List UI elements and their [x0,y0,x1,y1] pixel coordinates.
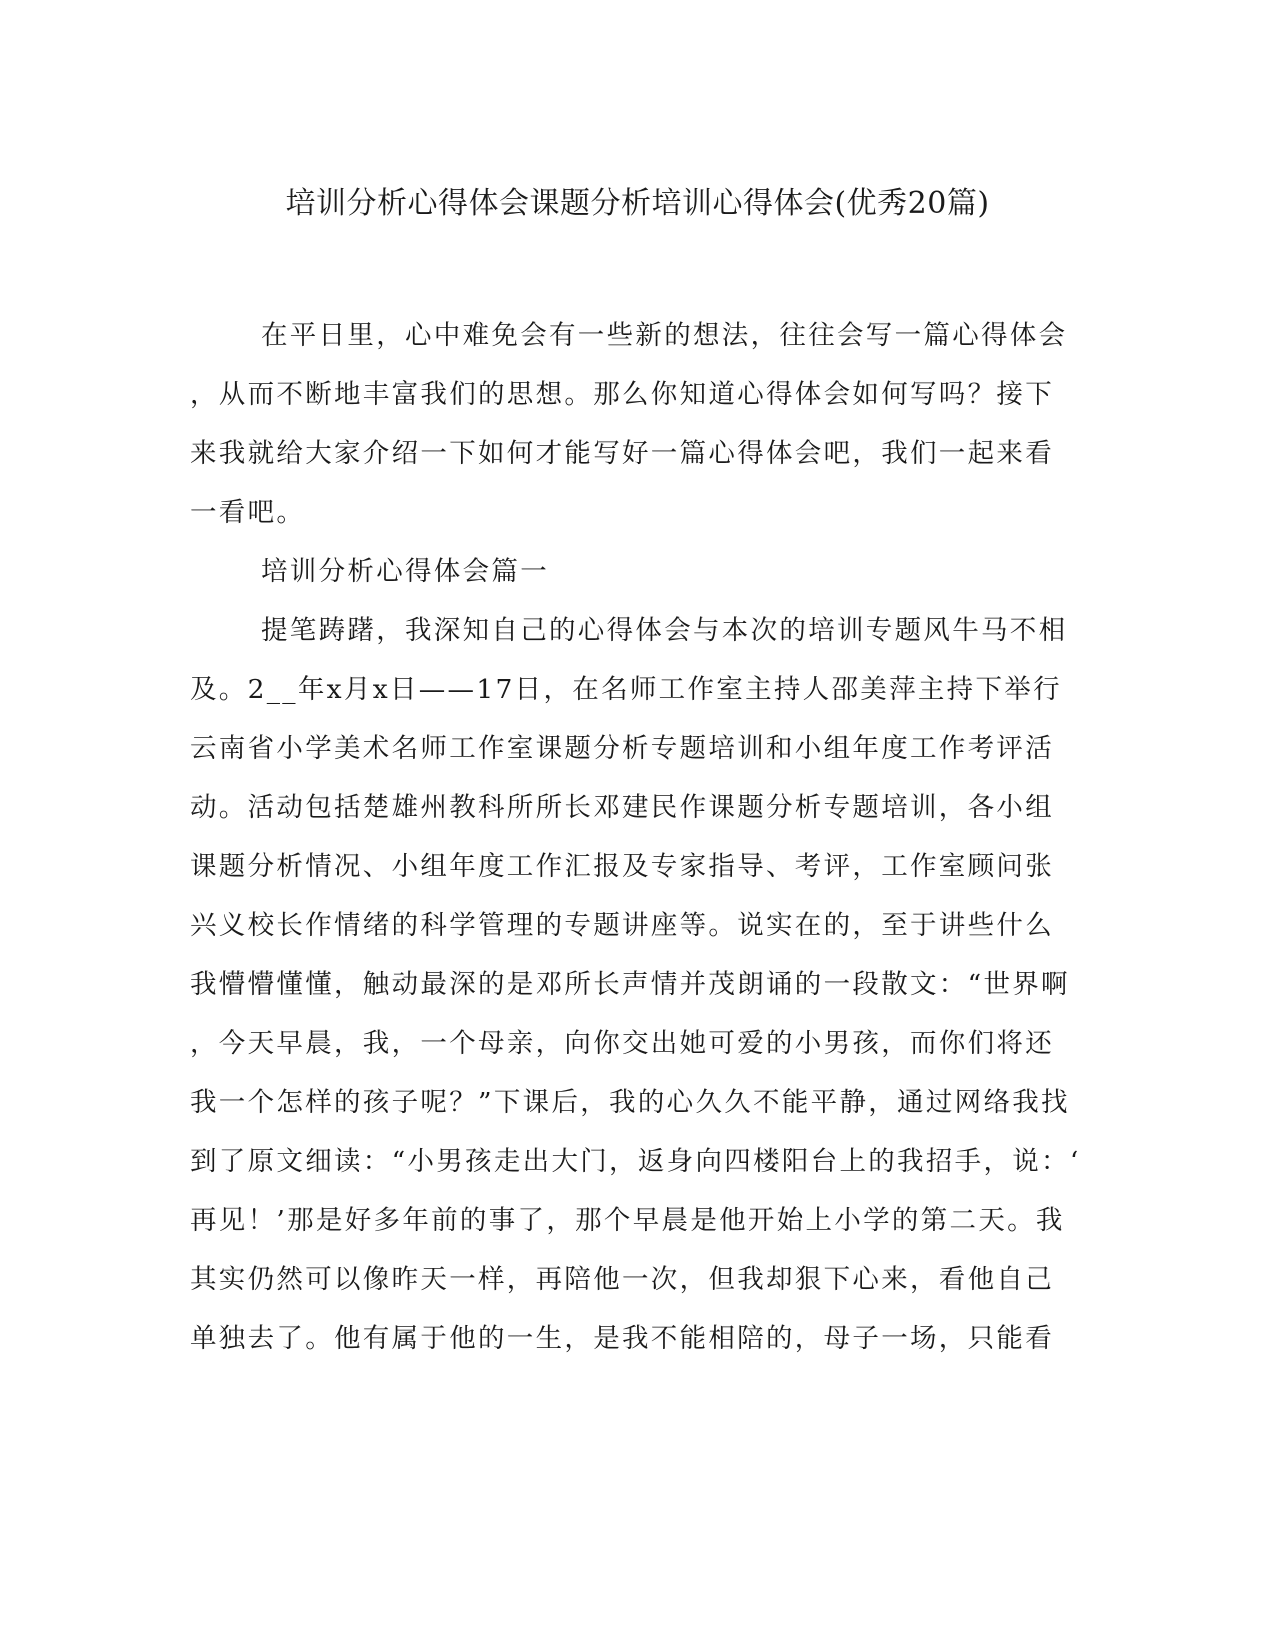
body-paragraph-line: 我懵懵懂懂，触动最深的是邓所长声情并茂朗诵的一段散文：“世界啊 [190,969,1070,1000]
intro-paragraph-line: 一看吧。 [190,497,306,528]
body-paragraph-line: ，今天早晨，我，一个母亲，向你交出她可爱的小男孩，而你们将还 [190,1028,1054,1059]
document-title: 培训分析心得体会课题分析培训心得体会(优秀20篇) [285,186,990,221]
section-heading: 培训分析心得体会篇一 [261,556,549,587]
body-paragraph-line: 到了原文细读：“小男孩走出大门，返身向四楼阳台上的我招手，说：‘ [190,1146,1081,1177]
body-paragraph-line: 其实仍然可以像昨天一样，再陪他一次，但我却狠下心来，看他自己 [190,1264,1054,1295]
body-paragraph-line: 我一个怎样的孩子呢？”下课后，我的心久久不能平静，通过网络我找 [190,1087,1070,1118]
body-paragraph-line: 及。2__年x月x日——17日，在名师工作室主持人邵美萍主持下举行 [190,674,1062,705]
body-paragraph-line: 动。活动包括楚雄州教科所所长邓建民作课题分析专题培训，各小组 [190,792,1054,823]
intro-paragraph-line: 在平日里，心中难免会有一些新的想法，往往会写一篇心得体会 [261,320,1068,351]
body-paragraph-line: 课题分析情况、小组年度工作汇报及专家指导、考评，工作室顾问张 [190,851,1054,882]
body-paragraph-line: 兴义校长作情绪的科学管理的专题讲座等。说实在的，至于讲些什么 [190,910,1054,941]
intro-paragraph-line: 来我就给大家介绍一下如何才能写好一篇心得体会吧，我们一起来看 [190,438,1054,469]
body-paragraph-line: 提笔踌躇，我深知自己的心得体会与本次的培训专题风牛马不相 [261,615,1068,646]
body-paragraph-line: 再见！’那是好多年前的事了，那个早晨是他开始上小学的第二天。我 [190,1205,1065,1236]
intro-paragraph-line: ，从而不断地丰富我们的思想。那么你知道心得体会如何写吗？接下 [190,379,1054,410]
body-paragraph-line: 云南省小学美术名师工作室课题分析专题培训和小组年度工作考评活 [190,733,1054,764]
body-paragraph-line: 单独去了。他有属于他的一生，是我不能相陪的，母子一场，只能看 [190,1323,1054,1354]
